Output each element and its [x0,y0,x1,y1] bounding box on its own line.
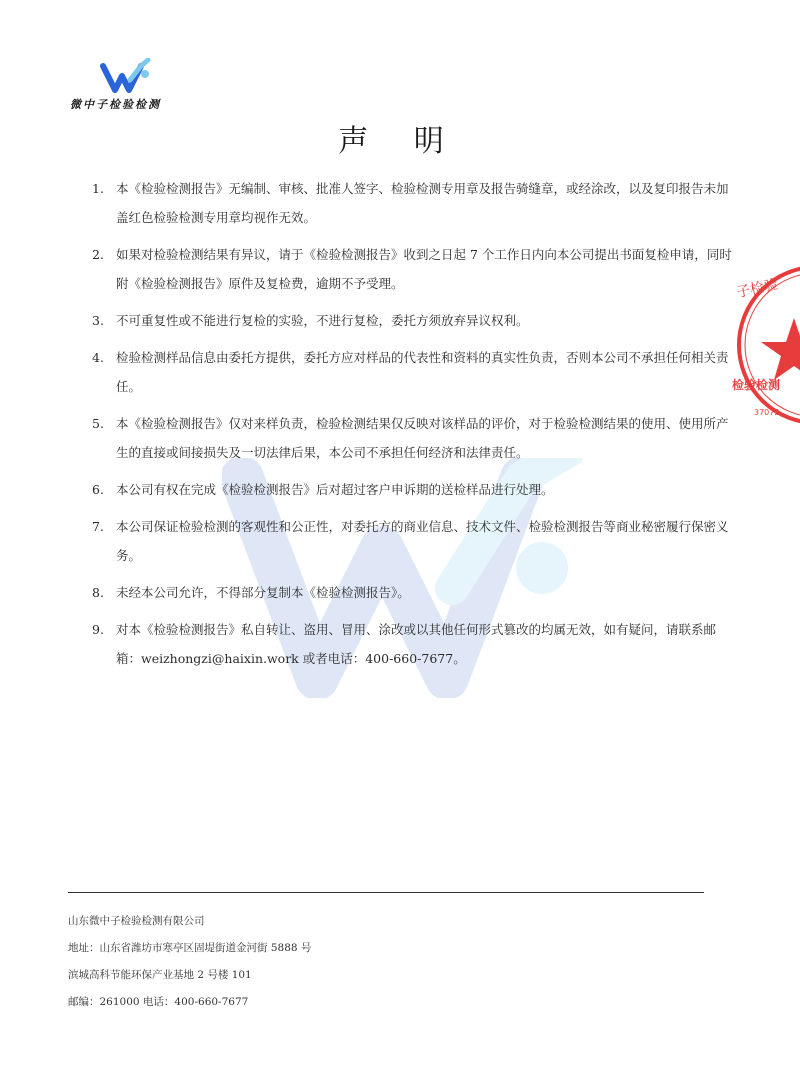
statement-list [92,174,732,681]
item-text: 本公司有权在完成《检验检测报告》后对超过客户申诉期的送检样品进行处理。 [116,482,554,497]
item-text: 不可重复性或不能进行复检的实验，不进行复检，委托方须放弃异议权利。 [116,313,529,328]
item-number: 7. [92,519,104,534]
item-number: 3. [92,313,104,328]
item-text: 如果对检验检测结果有异议，请于《检验检测报告》收到之日起 7 个工作日内向本公司提出书面复检申请，同时附《检验检测报告》原件及复检费，逾期不予受理。 [116,247,732,291]
statement-item [92,512,732,570]
item-text: 本公司保证检验检测的客观性和公正性，对委托方的商业信息、技术文件、检验检测报告等商业秘密履行保密义务。 [116,519,729,563]
item-text: 未经本公司允许，不得部分复制本《检验检测报告》。 [116,585,410,600]
logo-text: 微中子检验检测 [70,98,161,111]
red-seal-stamp [732,260,800,430]
statement-item [92,343,732,401]
item-text: 本《检验检测报告》无编制、审核、批准人签字、检验检测专用章及报告骑缝章，或经涂改，以及复印报告未加盖红色检验检测专用章均视作无效。 [116,181,729,225]
item-number: 9. [92,622,104,637]
footer [68,908,311,1016]
wzz-logo-icon [100,58,152,96]
stamp-digits: 37072 [754,408,780,417]
stamp-text-top: 子检验 [735,276,780,302]
item-text: 检验检测样品信息由委托方提供，委托方应对样品的代表性和资料的真实性负责，否则本公司不承担任何相关责任。 [116,350,729,394]
item-text: 本《检验检测报告》仅对来样负责，检验检测结果仅反映对该样品的评价，对于检验检测结果的使用、使用所产生的直接或间接损失及一切法律后果，本公司不承担任何经济和法律责任。 [116,416,729,460]
item-number: 4. [92,350,104,365]
company-logo [66,58,196,118]
statement-item [92,475,732,504]
footer-address-line2: 滨城高科节能环保产业基地 2 号楼 101 [68,969,252,981]
item-number: 2. [92,247,104,262]
stamp-text-bottom: 检验检测 [732,378,781,392]
item-number: 1. [92,181,104,196]
statement-item [92,615,732,673]
statement-item [92,174,732,232]
statement-item [92,240,732,298]
item-number: 6. [92,482,104,497]
page-title: 声 明 [338,124,462,159]
footer-contact: 邮编：261000 电话：400-660-7677 [68,996,249,1008]
item-number: 8. [92,585,104,600]
statement-item [92,306,732,335]
footer-divider [68,892,704,893]
statement-item [92,578,732,607]
footer-address-line1: 地址：山东省潍坊市寒亭区固堤街道金河街 5888 号 [68,942,312,954]
item-number: 5. [92,416,104,431]
statement-item [92,409,732,467]
footer-company: 山东微中子检验检测有限公司 [68,915,205,927]
item-text: 对本《检验检测报告》私自转让、盗用、冒用、涂改或以其他任何形式篡改的均属无效，如有疑问，请联系邮箱：weizhongzi@haixin.work 或者电话：400-660-7677。 [116,622,717,666]
